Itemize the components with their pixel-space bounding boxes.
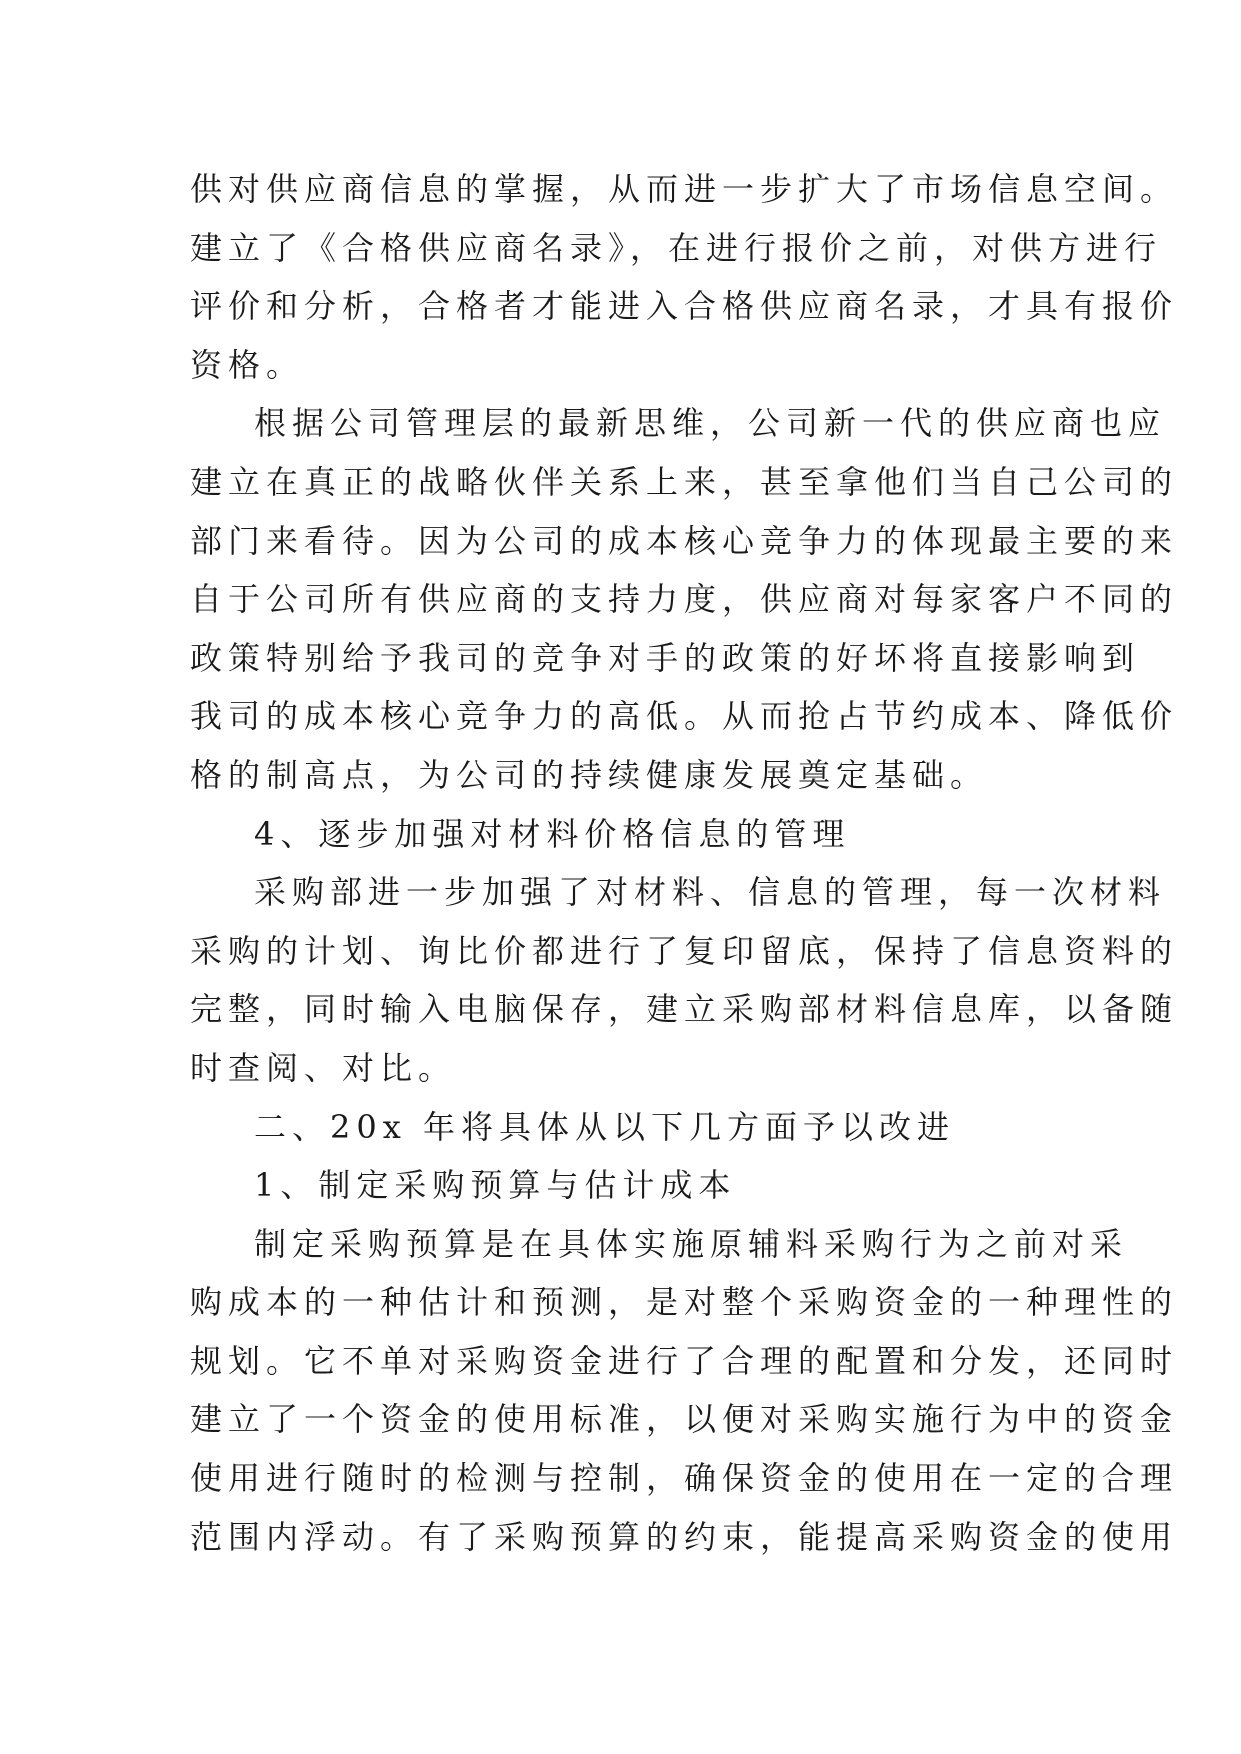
text-line: 使用进行随时的检测与控制，确保资金的使用在一定的合理	[190, 1459, 1179, 1498]
text-line: 制定采购预算是在具体实施原辅料采购行为之前对采	[254, 1224, 1129, 1263]
text-line: 采购的计划、询比价都进行了复印留底，保持了信息资料的	[190, 931, 1179, 970]
text-line: 规划。它不单对采购资金进行了合理的配置和分发，还同时	[190, 1341, 1179, 1380]
text-line: 自于公司所有供应商的支持力度，供应商对每家客户不同的	[190, 580, 1179, 619]
text-line: 政策特别给予我司的竞争对手的政策的好坏将直接影响到	[190, 638, 1141, 677]
text-line: 根据公司管理层的最新思维，公司新一代的供应商也应	[254, 404, 1167, 443]
text-line: 我司的成本核心竞争力的高低。从而抢占节约成本、降低价	[190, 697, 1179, 736]
text-line: 采购部进一步加强了对材料、信息的管理，每一次材料	[254, 873, 1167, 912]
text-line: 供对供应商信息的掌握，从而进一步扩大了市场信息空间。	[190, 170, 1179, 208]
text-line: 建立了一个资金的使用标准，以便对采购实施行为中的资金	[190, 1400, 1179, 1439]
text-line: 4、逐步加强对材料价格信息的管理	[254, 814, 851, 853]
text-line: 二、20x 年将具体从以下几方面予以改进	[254, 1107, 955, 1146]
text-line: 1、制定采购预算与估计成本	[254, 1166, 737, 1205]
text-line: 部门来看待。因为公司的成本核心竞争力的体现最主要的来	[190, 521, 1179, 560]
text-line: 完整，同时输入电脑保存，建立采购部材料信息库，以备随	[190, 990, 1179, 1029]
text-line: 评价和分析，合格者才能进入合格供应商名录，才具有报价	[190, 287, 1179, 326]
text-line: 购成本的一种估计和预测，是对整个采购资金的一种理性的	[190, 1283, 1179, 1322]
text-line: 范围内浮动。有了采购预算的约束，能提高采购资金的使用	[190, 1517, 1179, 1556]
text-line: 格的制高点，为公司的持续健康发展奠定基础。	[190, 755, 989, 794]
body-text	[190, 160, 1179, 1566]
text-line: 建立了《合格供应商名录》，在进行报价之前，对供方进行	[190, 228, 1163, 267]
text-line: 时查阅、对比。	[190, 1048, 457, 1087]
text-line: 建立在真正的战略伙伴关系上来，甚至拿他们当自己公司的	[190, 462, 1179, 501]
text-line: 资格。	[190, 345, 305, 384]
